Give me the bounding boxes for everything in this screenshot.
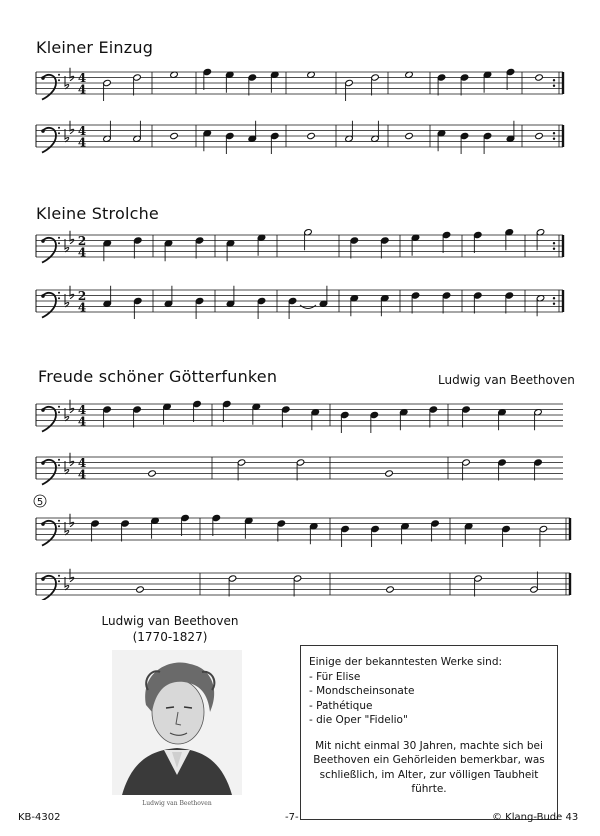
repeat-dot [553, 242, 555, 244]
repeat-dot [553, 297, 555, 299]
repeat-dot [553, 138, 555, 140]
time-sig-top: 2 [77, 234, 87, 249]
footer-code: KB-4302 [18, 812, 61, 823]
bass-clef-dot [58, 525, 60, 527]
flat-sign [70, 514, 74, 527]
time-sig-bottom: 4 [77, 467, 87, 482]
staff [36, 286, 563, 319]
measure-number: 5 [36, 497, 44, 508]
bass-clef-dot [41, 522, 45, 526]
bass-clef-dot [58, 237, 60, 239]
time-sig-bottom: 4 [77, 245, 87, 260]
bass-clef-dot [41, 577, 45, 581]
bass-clef-dot [41, 76, 45, 80]
flat-sign [65, 577, 69, 590]
note-head [386, 586, 395, 593]
staff [36, 453, 563, 485]
time-sig-bottom: 4 [77, 300, 87, 315]
bass-clef-dot [41, 408, 45, 412]
piece-title-kleine-strolche: Kleine Strolche [36, 204, 159, 223]
time-sig-top: 4 [77, 124, 87, 139]
works-item: - die Oper "Fidelio" [309, 714, 408, 726]
works-list [309, 670, 549, 728]
flat-sign [70, 286, 74, 299]
bass-clef-dot [58, 520, 60, 522]
bass-clef-dot [58, 74, 60, 76]
bass-clef-dot [41, 294, 45, 298]
piece-title-freude: Freude schöner Götterfunken [38, 367, 278, 386]
bass-clef-dot [58, 411, 60, 413]
bass-clef-dot [41, 129, 45, 133]
flat-sign [65, 522, 69, 535]
staff [36, 121, 563, 154]
note-head [405, 132, 414, 139]
repeat-dot [553, 85, 555, 87]
beethoven-portrait [112, 650, 242, 810]
flat-sign [65, 239, 69, 252]
staff [36, 514, 570, 547]
bass-clef-dot [58, 459, 60, 461]
time-sig-top: 2 [77, 289, 87, 304]
bass-clef-dot [41, 239, 45, 243]
staff [36, 400, 563, 433]
footer-copyright: © Klang-Bude 43 [492, 812, 579, 823]
portrait-signature: Ludwig van Beethoven [142, 800, 212, 807]
page-number: -7- [285, 812, 299, 823]
composer-name: Ludwig van Beethoven [438, 373, 575, 387]
note-head [535, 74, 544, 81]
beethoven-caption [100, 613, 240, 645]
flat-sign [65, 294, 69, 307]
works-item: - Pathétique [309, 699, 373, 712]
info-box [300, 645, 558, 820]
bass-clef-dot [58, 127, 60, 129]
repeat-dot [553, 132, 555, 134]
bass-clef-dot [58, 464, 60, 466]
bass-clef-dot [58, 292, 60, 294]
flat-sign [65, 461, 69, 474]
info-note: Mit nicht einmal 30 Jahren, machte sich bei Beethoven ein Gehörleiden bemerkbar, was schließlich, im Alter, zur völligen Taubheit führte. [313, 739, 545, 795]
time-sig-bottom: 4 [77, 135, 87, 150]
beethoven-name: Ludwig van Beethoven [101, 614, 239, 628]
repeat-dot [553, 248, 555, 250]
bass-clef-dot [41, 461, 45, 465]
flat-sign [70, 231, 74, 244]
flat-sign [65, 76, 69, 89]
info-heading: Einige der bekanntesten Werke sind: [309, 656, 503, 668]
bass-clef-dot [58, 406, 60, 408]
bass-clef-dot [58, 132, 60, 134]
piece-title-kleiner-einzug: Kleiner Einzug [36, 38, 154, 57]
note-head [307, 132, 316, 139]
time-sig-top: 4 [77, 71, 87, 86]
time-sig-bottom: 4 [77, 82, 87, 97]
note-head [148, 470, 157, 477]
flat-sign [70, 453, 74, 466]
staff [36, 229, 563, 263]
repeat-dot [553, 303, 555, 305]
flat-sign [65, 408, 69, 421]
flat-sign [70, 400, 74, 413]
bass-clef-dot [58, 575, 60, 577]
works-item: - Mondscheinsonate [309, 685, 415, 697]
flat-sign [65, 129, 69, 142]
beethoven-dates: (1770-1827) [132, 630, 208, 644]
note-head [136, 586, 145, 593]
time-sig-bottom: 4 [77, 414, 87, 429]
bass-clef-dot [58, 297, 60, 299]
bass-clef-dot [58, 580, 60, 582]
flat-sign [70, 121, 74, 134]
repeat-dot [553, 79, 555, 81]
works-item: - Für Elise [309, 670, 361, 683]
bass-clef-dot [58, 242, 60, 244]
staff [36, 68, 563, 101]
staff [36, 569, 570, 600]
flat-sign [70, 569, 74, 582]
time-sig-top: 4 [77, 456, 87, 471]
note-head [535, 132, 544, 139]
time-sig-top: 4 [77, 403, 87, 418]
flat-sign [70, 68, 74, 81]
note-head [170, 132, 179, 139]
bass-clef-dot [58, 79, 60, 81]
note-head [385, 470, 394, 477]
